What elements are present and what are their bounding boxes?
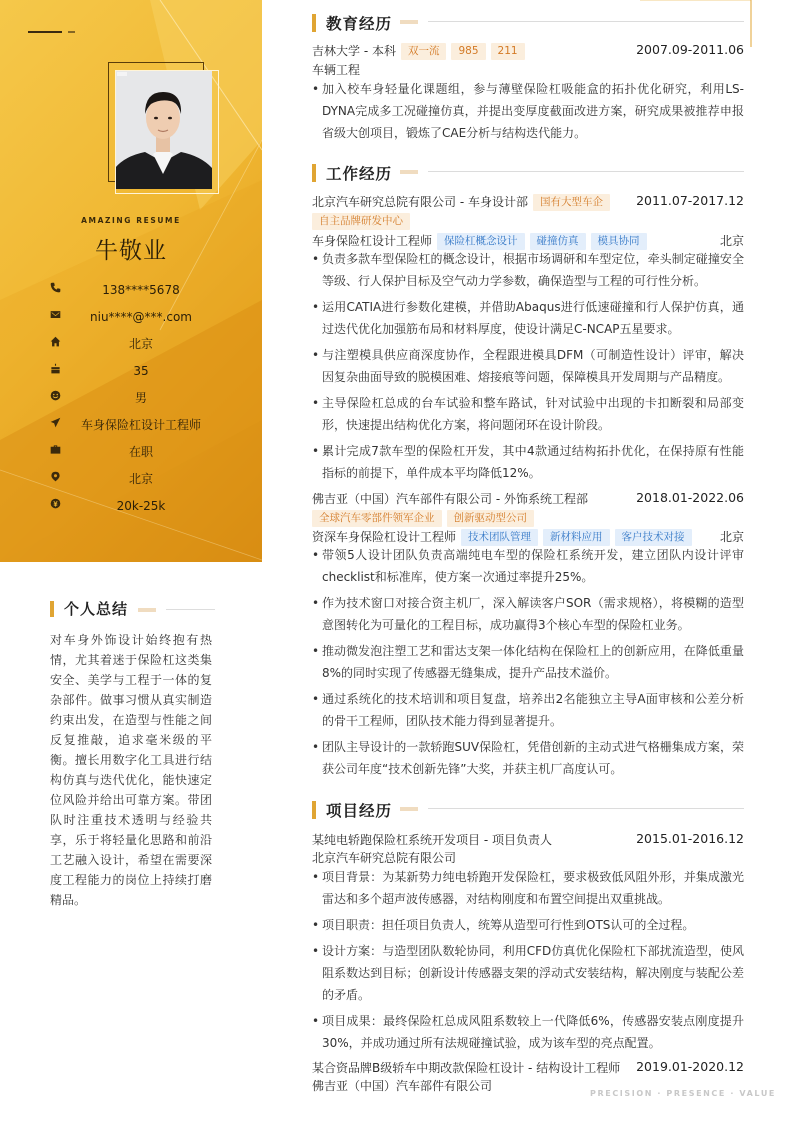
contact-text: 北京: [128, 337, 153, 351]
heading-pill: [400, 170, 418, 174]
skill-tag: 客户技术对接: [615, 529, 692, 546]
location-pin-icon: [48, 469, 62, 483]
heading-divider: [166, 609, 215, 610]
company-name: 佛吉亚（中国）汽车部件有限公司 - 外饰系统工程部: [312, 492, 588, 506]
heading-accent-bar: [312, 14, 316, 32]
cake-icon: [48, 361, 62, 375]
job-date: 2011.07-2017.12: [636, 193, 744, 208]
work-title: 工作经历: [326, 165, 393, 183]
list-item: • 与注塑模具供应商深度协作，全程跟进模具DFM（可制造性设计）评审，解决因复杂曲面导致的脱模困难、熔接痕等问题，保障模具开发周期与产品精度。: [312, 344, 744, 388]
contact-text: 35: [133, 363, 149, 378]
home-icon: [48, 334, 62, 348]
company-tag: 创新驱动型公司: [447, 510, 535, 527]
list-item: • 通过系统化的技术培训和项目复盘，培养出2名能独立主导A面审核和公差分析的骨干工程师，团队技术能力得到显著提升。: [312, 688, 744, 732]
contact-text: 138****5678: [102, 282, 180, 297]
list-item: • 作为技术窗口对接合资主机厂，深入解读客户SOR（需求规格），将模糊的造型意图转化为可量化的工程目标，成功赢得3个核心车型的保险杠业务。: [312, 592, 744, 636]
heading-divider: [428, 21, 744, 22]
project-bullets: [312, 866, 744, 1058]
resume-kicker: AMAZING RESUME: [81, 216, 181, 225]
job-company-row: [312, 193, 744, 211]
skill-tag: 技术团队管理: [461, 529, 538, 546]
contact-list: [48, 276, 234, 519]
list-item: • 项目背景：为某新势力纯电轿跑开发保险杠，要求极致低风阻外形，并集成激光雷达和多个超声波传感器，对结构刚度和布置空间提出双重挑战。: [312, 866, 744, 910]
heading-pill: [400, 807, 418, 811]
education-bullets: [312, 78, 744, 148]
contact-phone: [48, 276, 234, 303]
contact-email: [48, 303, 234, 330]
project-date: 2019.01-2020.12: [636, 1059, 744, 1074]
education-major: 车辆工程: [312, 63, 361, 77]
company-tag: 自主品牌研发中心: [312, 213, 410, 230]
send-icon: [48, 415, 62, 429]
heading-accent-bar: [312, 164, 316, 182]
contact-text: 车身保险杠设计工程师: [80, 418, 201, 432]
school-tag: 双一流: [401, 43, 447, 60]
list-item: • 项目职责：担任项目负责人，统筹从造型可行性到OTS认可的全过程。: [312, 914, 744, 936]
project-org: 佛吉亚（中国）汽车部件有限公司: [312, 1079, 493, 1093]
company-tag: 国有大型车企: [533, 194, 610, 211]
phone-icon: [48, 280, 62, 294]
list-item: • 推动微发泡注塑工艺和雷达支架一体化结构在保险杠上的创新应用，在降低重量8%的同时实现了传感器无缝集成，提升产品技术溢价。: [312, 640, 744, 684]
header-dash-short: [68, 31, 75, 33]
contact-text: niu****@***.com: [90, 309, 192, 324]
job-role: 资深车身保险杠设计工程师: [312, 530, 457, 544]
list-item: • 负责多款车型保险杠的概念设计，根据市场调研和车型定位，牵头制定碰撞安全等级、行人保护目标及空气动力学参数，确保造型与工程的可行性分析。: [312, 248, 744, 292]
project-name: 某纯电轿跑保险杠系统开发项目 - 项目负责人: [312, 833, 552, 847]
header-dash: [28, 31, 62, 33]
contact-text: 20k-25k: [116, 498, 166, 513]
project-name: 某合资品牌B级轿车中期改款保险杠设计 - 结构设计工程师: [312, 1061, 621, 1075]
job-company-tags-row: [312, 213, 744, 230]
heading-accent-bar: [312, 801, 316, 819]
heading-pill: [400, 20, 418, 24]
heading-divider: [428, 171, 744, 172]
mail-icon: [48, 307, 62, 321]
photo-frame-front: [115, 70, 219, 194]
salary-icon: [48, 496, 62, 510]
job-date: 2018.01-2022.06: [636, 490, 744, 505]
list-item: • 运用CATIA进行参数化建模，并借助Abaqus进行低速碰撞和行人保护仿真，通过迭代优化加强筋布局和材料厚度，使设计满足C-NCAP五星要求。: [312, 296, 744, 340]
job-company-tags-row: [312, 510, 744, 527]
briefcase-icon: [48, 442, 62, 456]
list-item: • 累计完成7款车型的保险杠开发，其中4款通过结构拓扑优化，在保持原有性能指标的前提下，单件成本平均降低12%。: [312, 440, 744, 484]
school-tag: 985: [451, 43, 485, 60]
contact-gender: [48, 384, 234, 411]
job-company-row: [312, 490, 744, 507]
gender-icon: [48, 388, 62, 402]
projects-title: 项目经历: [326, 802, 393, 820]
projects-heading: [312, 800, 744, 820]
contact-target-city: [48, 465, 234, 492]
education-title: 教育经历: [326, 15, 393, 33]
summary-title: 个人总结: [64, 600, 129, 618]
summary-heading: [50, 600, 215, 618]
contact-status: [48, 438, 234, 465]
heading-pill: [138, 608, 156, 612]
contact-text: 北京: [128, 472, 153, 486]
profile-panel: [0, 0, 262, 562]
education-date: 2007.09-2011.06: [636, 42, 744, 57]
heading-divider: [428, 808, 744, 809]
contact-text: 在职: [128, 445, 153, 459]
education-row: [312, 42, 744, 60]
project-org: 北京汽车研究总院有限公司: [312, 851, 457, 865]
work-heading: [312, 163, 744, 183]
project-date: 2015.01-2016.12: [636, 831, 744, 846]
heading-accent-bar: [50, 601, 54, 617]
project-row: [312, 831, 744, 848]
education-heading: [312, 13, 744, 33]
school-tag: 211: [491, 43, 525, 60]
school-name: 吉林大学 - 本科: [312, 44, 396, 58]
summary-text: 对车身外饰设计始终抱有热情，尤其着迷于保险杠这类集安全、美学与工程于一体的复杂部件。做事习惯从真实制造约束出发，在造型与性能之间反复推敲，追求毫米级的平衡。擅长用数字化工具进行结构仿真与迭代优化，能快速定位风险并给出可靠方案。带团队时注重技术透明与经验共享，乐于将轻量化思路和前沿工艺融入设计，希望在需要深度工程能力的岗位上持续打磨精品。: [50, 633, 212, 907]
list-item: • 加入校车身轻量化课题组，参与薄壁保险杠吸能盒的拓扑优化研究，利用LS-DYNA完成多工况碰撞仿真，并提出变厚度截面改进方案，研究成果被推荐申报省级大创项目，锻炼了CAE分析与结构迭代能力。: [312, 78, 744, 144]
contact-residence: [48, 330, 234, 357]
contact-salary: [48, 492, 234, 519]
list-item: • 项目成果：最终保险杠总成风阻系数较上一代降低6%，传感器安装点刚度提升30%，并成功通过所有法规碰撞试验，成为该车型的亮点配置。: [312, 1010, 744, 1054]
footer-slogan: PRECISION · PRESENCE · VALUE: [590, 1089, 776, 1098]
project-row: [312, 1059, 744, 1076]
list-item: • 团队主导设计的一款轿跑SUV保险杠，凭借创新的主动式进气格栅集成方案，荣获公司年度“技术创新先锋”大奖，并获主机厂高度认可。: [312, 736, 744, 780]
contact-text: 男: [134, 391, 147, 405]
company-name: 北京汽车研究总院有限公司 - 车身设计部: [312, 195, 528, 209]
contact-age: [48, 357, 234, 384]
contact-target-job: [48, 411, 234, 438]
job-bullets: [312, 248, 744, 488]
skill-tag: 新材料应用: [543, 529, 610, 546]
list-item: • 主导保险杠总成的台车试验和整车路试，针对试验中出现的卡扣断裂和局部变形，快速提出结构优化方案，将问题闭环在设计阶段。: [312, 392, 744, 436]
candidate-name: 牛敬业: [95, 238, 167, 264]
job-location: 北京: [719, 234, 744, 248]
list-item: • 设计方案：与造型团队数轮协同，利用CFD仿真优化保险杠下部扰流造型，使风阻系数达到目标；创新设计传感器支架的浮动式安装结构，解决刚度与装配公差的矛盾。: [312, 940, 744, 1006]
list-item: • 带领5人设计团队负责高端纯电车型的保险杠系统开发，建立团队内设计评审checklist和标准库，使方案一次通过率提升25%。: [312, 544, 744, 588]
job-bullets: [312, 544, 744, 784]
company-tag: 全球汽车零部件领军企业: [312, 510, 442, 527]
job-role: 车身保险杠设计工程师: [312, 234, 433, 248]
job-location: 北京: [719, 530, 744, 544]
skill-tag: 保险杠概念设计: [437, 233, 525, 250]
skill-tag: 碰撞仿真: [530, 233, 586, 250]
skill-tag: 模具协同: [591, 233, 647, 250]
